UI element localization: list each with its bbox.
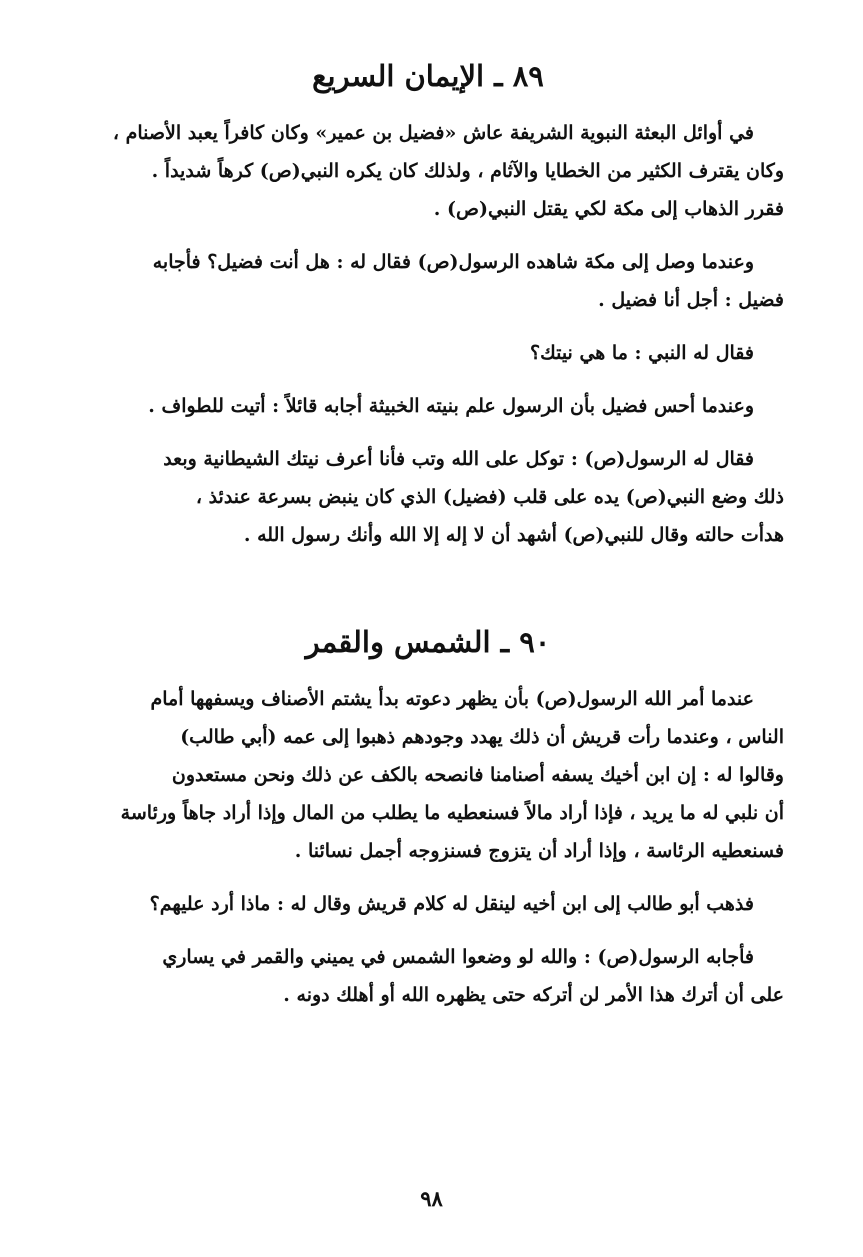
story-89-title: ٨٩ ـ الإيمان السريع: [312, 59, 544, 93]
text-line: وكان يقترف الكثير من الخطايا والآثام ، ولذلك كان يكره النبي(ص) كرهاً شديداً .: [151, 160, 784, 182]
story-89-paragraph-2: [72, 243, 784, 319]
text-line: فقرر الذهاب إلى مكة لكي يقتل النبي(ص) .: [433, 198, 784, 220]
text-line: على أن أترك هذا الأمر لن أتركه حتى يظهره الله أو أهلك دونه .: [283, 984, 784, 1006]
text-line: وعندما أحس فضيل بأن الرسول علم بنيته الخبيثة أجابه قائلاً : أتيت للطواف .: [148, 395, 754, 417]
story-89-paragraph-4: [72, 387, 784, 425]
text-line: فسنعطيه الرئاسة ، وإذا أراد أن يتزوج فسنزوجه أجمل نسائنا .: [294, 840, 784, 862]
story-89-paragraph-3: [72, 334, 784, 372]
text-line: عندما أمر الله الرسول(ص) بأن يظهر دعوته بدأ يشتم الأصناف ويسفهها أمام: [150, 688, 754, 710]
story-90-paragraph-2: [72, 885, 784, 923]
text-line: أن نلبي له ما يريد ، فإذا أراد مالاً فسنعطيه ما يطلب من المال وإذا أراد جاهاً ورئاسة: [120, 802, 784, 824]
story-90-title: ٩٠ ـ الشمس والقمر: [305, 625, 551, 659]
text-line: وقالوا له : إن ابن أخيك يسفه أصنامنا فانصحه بالكف عن ذلك ونحن مستعدون: [171, 764, 784, 786]
text-line: ذلك وضع النبي(ص) يده على قلب (فضيل) الذي كان ينبض بسرعة عندئذ ،: [195, 486, 784, 508]
story-90-paragraph-3: [72, 938, 784, 1014]
text-line: فأجابه الرسول(ص) : والله لو وضعوا الشمس في يميني والقمر في يساري: [162, 946, 754, 968]
story-89-paragraph-1: [72, 114, 784, 228]
story-90-paragraph-1: [72, 680, 784, 870]
text-line: فقال له الرسول(ص) : توكل على الله وتب فأنا أعرف نيتك الشيطانية وبعد: [163, 448, 754, 470]
text-line: هدأت حالته وقال للنبي(ص) أشهد أن لا إله إلا الله وأنك رسول الله .: [243, 524, 784, 546]
text-line: الناس ، وعندما رأت قريش أن ذلك يهدد وجودهم ذهبوا إلى عمه (أبي طالب): [180, 726, 784, 748]
story-89: [72, 56, 784, 569]
text-line: فذهب أبو طالب إلى ابن أخيه لينقل له كلام قريش وقال له : ماذا أرد عليهم؟: [149, 893, 754, 915]
text-line: في أوائل البعثة النبوية الشريفة عاش «فضيل بن عمير» وكان كافراً يعبد الأصنام ،: [112, 122, 754, 144]
story-89-paragraph-5: [72, 440, 784, 554]
page-number: ٩٨: [420, 1186, 443, 1211]
text-line: فضيل : أجل أنا فضيل .: [598, 289, 784, 311]
text-line: وعندما وصل إلى مكة شاهده الرسول(ص) فقال له : هل أنت فضيل؟ فأجابه: [152, 251, 754, 273]
text-line: فقال له النبي : ما هي نيتك؟: [529, 342, 754, 364]
story-90: [72, 622, 784, 1029]
